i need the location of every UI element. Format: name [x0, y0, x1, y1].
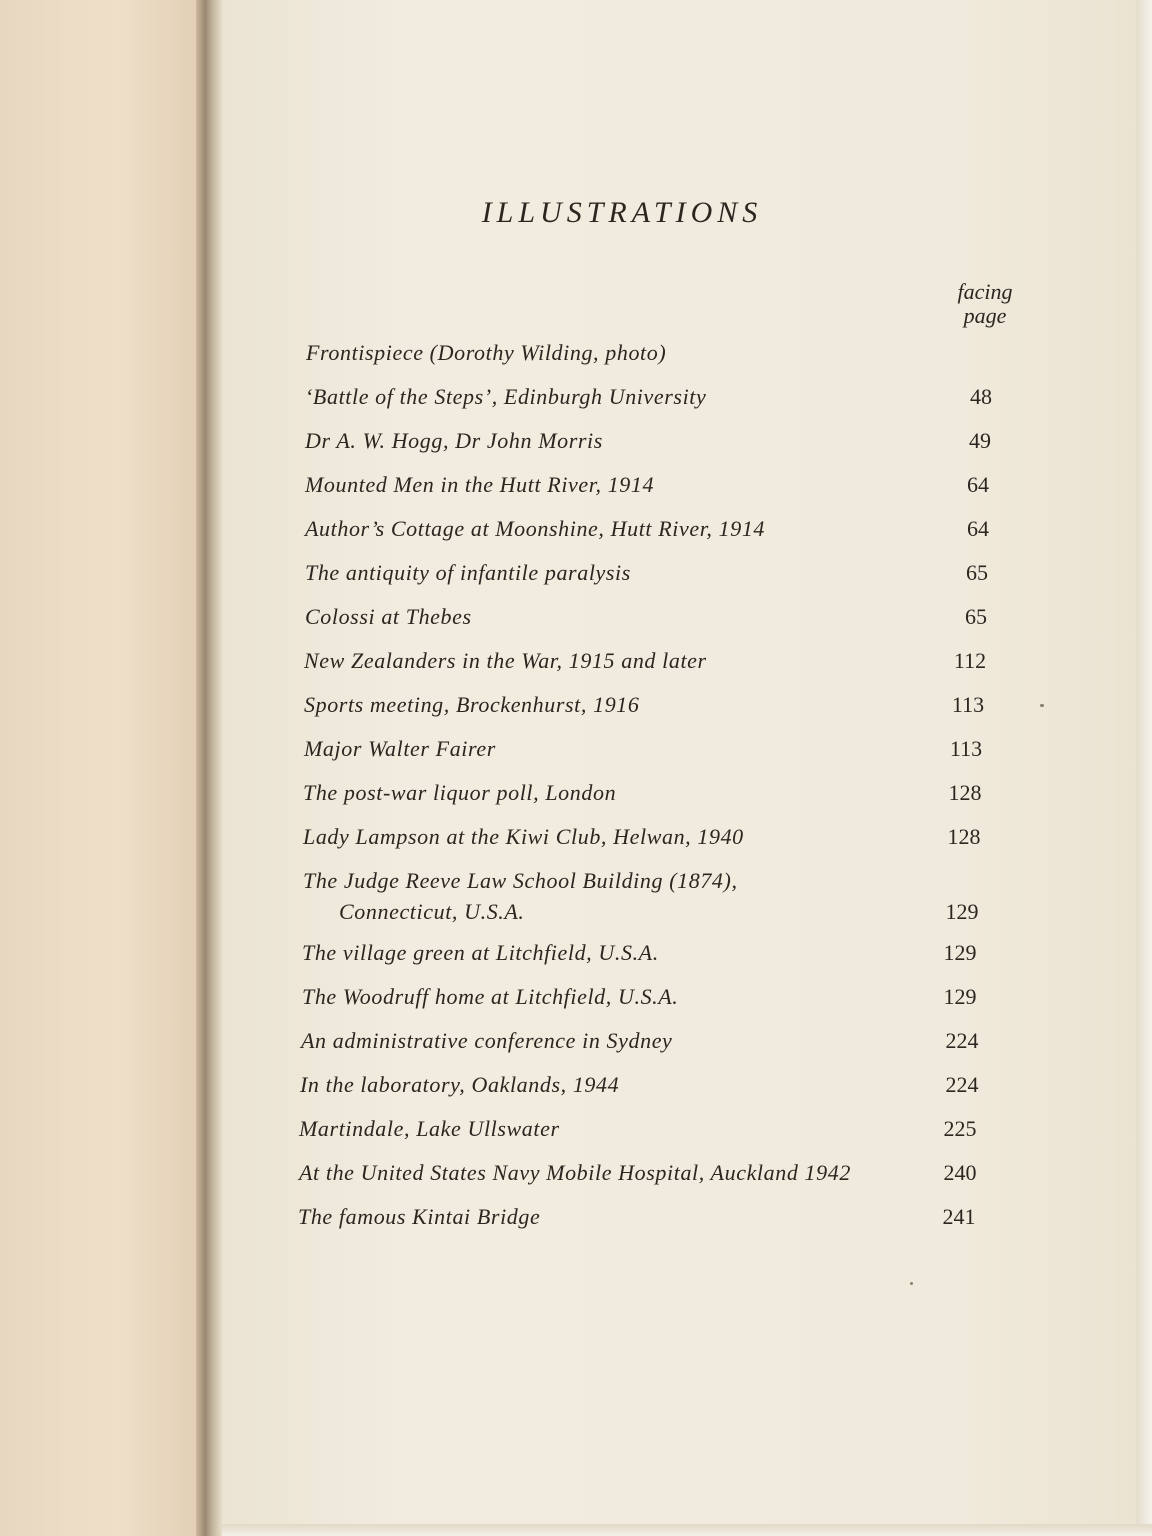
facing-page-number: 64: [967, 516, 989, 541]
list-item: [0, 1116, 1152, 1156]
facing-page-number: 240: [943, 1160, 977, 1185]
facing-page-number: 129: [943, 940, 977, 965]
illustration-caption: Lady Lampson at the Kiwi Club, Helwan, 1940: [303, 824, 744, 849]
list-item: [0, 648, 1152, 688]
illustration-caption: The Woodruff home at Litchfield, U.S.A.: [302, 984, 679, 1009]
illustrations-list: [0, 340, 1152, 1240]
list-item: [0, 1160, 1152, 1200]
illustration-caption: Dr A. W. Hogg, Dr John Morris: [305, 428, 603, 453]
illustration-caption: Major Walter Fairer: [304, 736, 496, 761]
facing-page-number: 128: [947, 824, 981, 849]
list-item: [0, 824, 1152, 864]
list-item: [0, 604, 1152, 644]
illustration-caption: In the laboratory, Oaklands, 1944: [300, 1072, 620, 1097]
facing-page-number: 113: [949, 736, 983, 761]
illustration-caption: Frontispiece (Dorothy Wilding, photo): [306, 340, 667, 365]
facing-page-number: 49: [969, 428, 991, 453]
facing-page-number: 64: [967, 472, 989, 497]
illustration-caption: The post-war liquor poll, London: [303, 780, 617, 805]
list-item: [0, 868, 1152, 924]
facing-page-number: 225: [943, 1116, 977, 1141]
list-item: [0, 736, 1152, 776]
facing-page-number: 129: [945, 899, 979, 924]
list-item: [0, 1028, 1152, 1068]
facing-page-number: 224: [945, 1028, 979, 1053]
facing-page-number: 129: [943, 984, 977, 1009]
illustration-caption-continued: Connecticut, U.S.A.: [339, 899, 525, 924]
illustration-caption: Martindale, Lake Ullswater: [299, 1116, 560, 1141]
list-item: [0, 340, 1152, 380]
illustration-caption: Colossi at Thebes: [305, 604, 472, 629]
column-header-line-1: facing: [957, 279, 1013, 304]
page-bottom-edge: [222, 1524, 1152, 1536]
illustration-caption: Mounted Men in the Hutt River, 1914: [305, 472, 655, 497]
facing-page-number: 65: [966, 560, 988, 585]
list-item: [0, 692, 1152, 732]
list-item: [0, 940, 1152, 980]
column-header-line-2: page: [963, 303, 1007, 328]
paper-speck: [910, 1282, 913, 1285]
list-item: [0, 472, 1152, 512]
illustration-caption: Sports meeting, Brockenhurst, 1916: [304, 692, 640, 717]
facing-page-number: 113: [951, 692, 985, 717]
list-item: [0, 384, 1152, 424]
list-item: [0, 780, 1152, 820]
facing-page-column-header: [930, 280, 1040, 328]
illustration-caption: The Judge Reeve Law School Building (1874),: [303, 868, 738, 893]
list-item: [0, 1204, 1152, 1244]
list-item: [0, 560, 1152, 600]
paper-speck: [1040, 704, 1044, 707]
illustration-caption: An administrative conference in Sydney: [301, 1028, 673, 1053]
illustration-caption: At the United States Navy Mobile Hospital, Auckland 1942: [299, 1160, 851, 1185]
facing-page-number: 48: [970, 384, 992, 409]
list-item: [0, 516, 1152, 556]
list-item: [0, 1072, 1152, 1112]
facing-page-number: 112: [953, 648, 987, 673]
illustration-caption: ‘Battle of the Steps’, Edinburgh University: [305, 384, 707, 409]
list-item: [0, 428, 1152, 468]
facing-page-number: 241: [942, 1204, 976, 1229]
illustration-caption: New Zealanders in the War, 1915 and later: [304, 648, 707, 673]
page-title: ILLUSTRATIONS: [481, 196, 763, 229]
illustration-caption: The village green at Litchfield, U.S.A.: [302, 940, 659, 965]
illustration-caption: The antiquity of infantile paralysis: [305, 560, 631, 585]
facing-page-number: 128: [948, 780, 982, 805]
illustration-caption: Author’s Cottage at Moonshine, Hutt River, 1914: [305, 516, 766, 541]
illustration-caption: The famous Kintai Bridge: [298, 1204, 541, 1229]
list-item: [0, 984, 1152, 1024]
facing-page-number: 65: [965, 604, 987, 629]
facing-page-number: 224: [945, 1072, 979, 1097]
